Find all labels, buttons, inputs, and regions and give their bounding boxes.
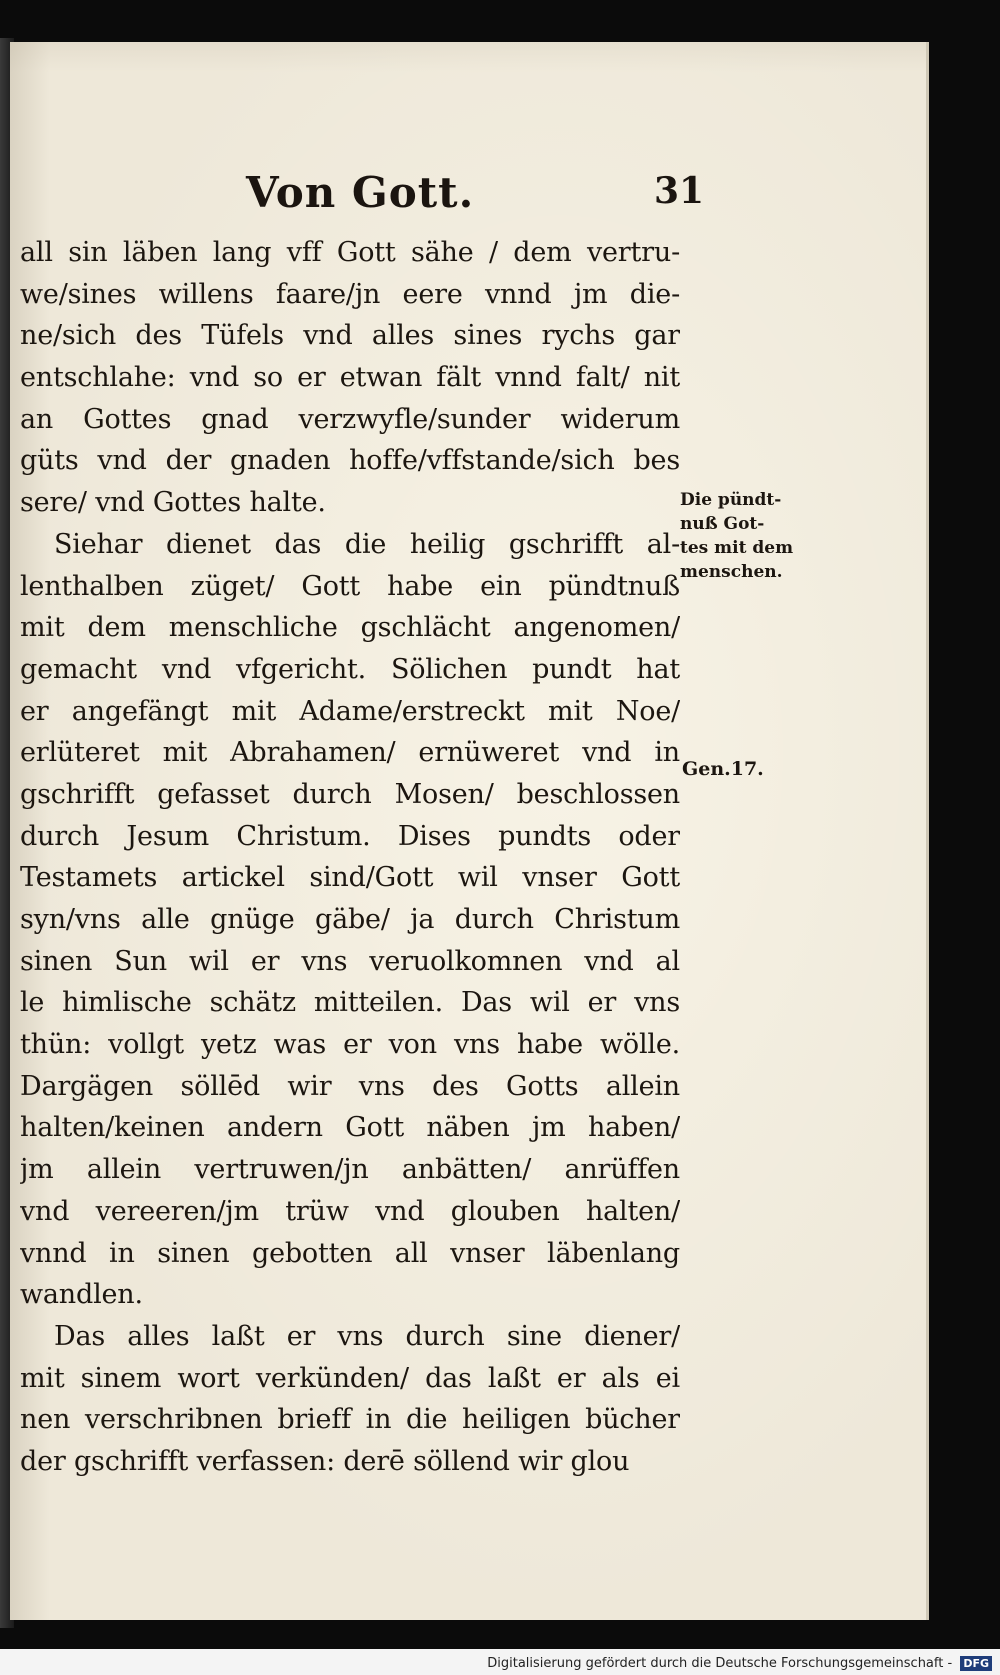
running-head [10,168,926,228]
text-line: vnd vereeren/jm trüw vnd glouben halten/ [20,1195,680,1227]
text-line: entschlahe: vnd so er etwan fält vnnd falt/ nit [20,362,680,394]
margin-note-line: nuß Got- [680,514,765,534]
text-line: Siehar dienet das die heilig gschrifft al- [54,528,680,560]
text-line: erlüteret mit Abrahamen/ ernüweret vnd in [20,737,680,769]
page-number: 31 [654,170,705,212]
text-line: gemacht vnd vfgericht. Sölichen pundt hat [20,653,680,685]
margin-note-line: tes mit dem [680,538,794,558]
text-line: lenthalben züget/ Gott habe ein pündtnuß [20,570,680,602]
text-line: güts vnd der gnaden hoffe/vffstande/sich bes [20,445,680,477]
margin-note-line: menschen. [680,562,783,582]
running-head-title: Von Gott. [246,168,475,217]
footer-credit [487,1656,992,1671]
text-line: all sin läben lang vff Gott sähe / dem vertru- [20,237,680,268]
text-line: ne/sich des Tüfels vnd alles sines rychs gar [20,320,680,352]
margin-note-genesis: Gen.17. [682,758,764,780]
text-line: sinen Sun wil er vns veruolkomnen vnd al [20,945,680,977]
text-line: Dargägen söllēd wir vns des Gotts allein [20,1070,680,1102]
text-line: sere/ vnd Gottes halte. [20,487,326,519]
footer-credit-text: Digitalisierung gefördert durch die Deutsche Forschungsgemeinschaft - [487,1656,953,1671]
text-line: wandlen. [20,1279,143,1311]
body-text [20,232,680,1483]
text-line: der gschrifft verfassen: derē söllend wir glou [20,1445,630,1477]
text-line: jm allein vertruwen/jn anbätten/ anrüffen [20,1154,680,1186]
text-line: nen verschribnen brieff in die heiligen bücher [20,1404,680,1436]
text-line: le himlische schätz mitteilen. Das wil er vns [20,987,680,1019]
text-line: durch Jesum Christum. Dises pundts oder [20,820,680,852]
text-line: syn/vns alle gnüge gäbe/ ja durch Christum [20,904,680,935]
margin-note-covenant [680,488,793,584]
text-line: gschrifft gefasset durch Mosen/ beschlossen [20,778,680,810]
text-line: Das alles laßt er vns durch sine diener/ [54,1320,680,1352]
text-line: thün: vollgt yetz was er von vns habe wölle. [20,1029,680,1061]
text-line: vnnd in sinen gebotten all vnser läbenlang [20,1237,680,1269]
text-line: an Gottes gnad verzwyfle/sunder widerum [20,403,680,435]
text-line: halten/keinen andern Gott näben jm haben/ [20,1112,680,1144]
text-line: we/sines willens faare/jn eere vnnd jm die- [20,278,680,310]
footer-bar [0,1649,1000,1675]
text-line: er angefängt mit Adame/erstreckt mit Noe/ [20,695,680,727]
dfg-logo: DFG [960,1656,992,1671]
book-page [10,42,929,1620]
text-line: mit sinem wort verkünden/ das laßt er als ei [20,1362,680,1394]
margin-note-line: Die pündt- [680,490,782,510]
text-line: Testamets artickel sind/Gott wil vnser Gott [20,862,680,894]
text-line: mit dem menschliche gschlächt angenomen/ [20,612,680,644]
